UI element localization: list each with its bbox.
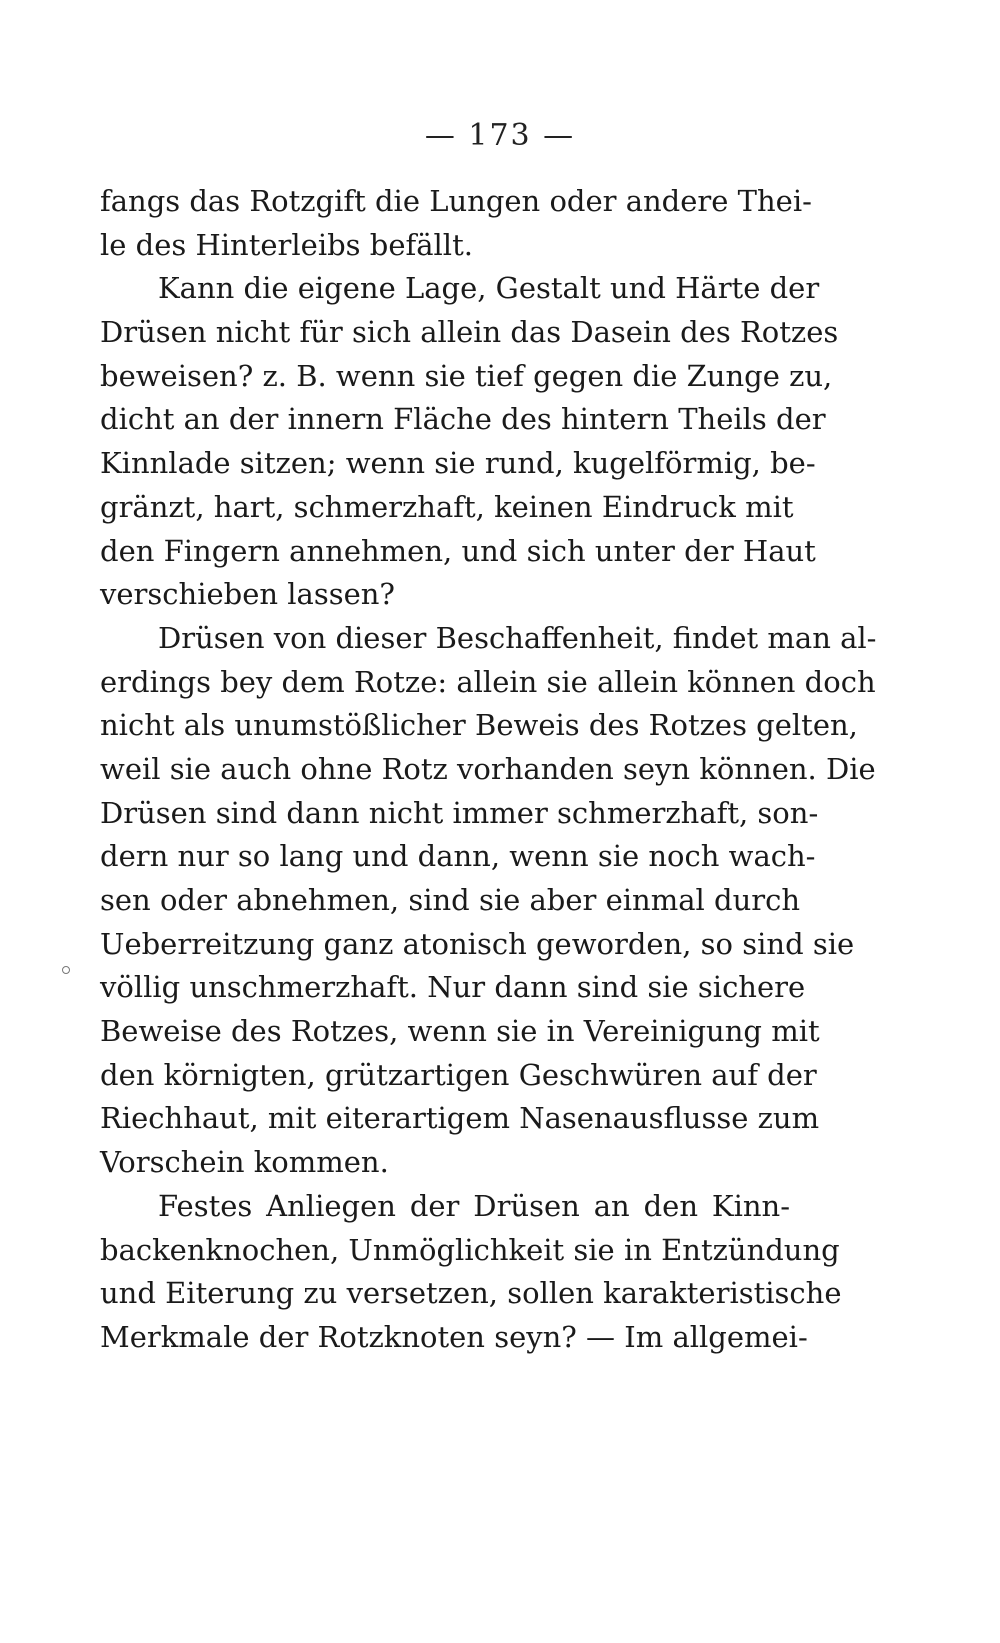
text-line: Kann die eigene Lage, Gestalt und Härte der xyxy=(158,271,820,306)
text-line: völlig unschmerzhaft. Nur dann sind sie sichere xyxy=(100,970,806,1005)
text-line: dicht an der innern Fläche des hintern Theils der xyxy=(100,402,826,437)
text-line: verschieben lassen? xyxy=(100,577,395,612)
text-line: Riechhaut, mit eiterartigem Nasenausflusse zum xyxy=(100,1101,820,1136)
text-line: Beweise des Rotzes, wenn sie in Vereinigung mit xyxy=(100,1014,820,1049)
text-line: backenknochen, Unmöglichkeit sie in Entzündung xyxy=(100,1232,840,1267)
text-line: den körnigten, grützartigen Geschwüren auf der xyxy=(100,1057,817,1092)
text-line: Drüsen sind dann nicht immer schmerzhaft, son- xyxy=(100,795,819,830)
text-line: Festes Anliegen der Drüsen an den Kinn- xyxy=(158,1188,790,1223)
margin-mark xyxy=(62,966,70,974)
text-line: erdings bey dem Rotze: allein sie allein können doch xyxy=(100,664,876,699)
text-line: fangs das Rotzgift die Lungen oder andere Thei- xyxy=(100,184,812,218)
text-line: Ueberreitzung ganz atonisch geworden, so sind sie xyxy=(100,926,855,961)
text-line: sen oder abnehmen, sind sie aber einmal durch xyxy=(100,883,801,917)
text-line: und Eiterung zu versetzen, sollen karakteristische xyxy=(100,1276,842,1311)
text-line: Drüsen von dieser Beschaffenheit, findet man al- xyxy=(158,620,877,655)
text-line: nicht als unumstößlicher Beweis des Rotzes gelten, xyxy=(100,708,858,743)
text-line: le des Hinterleibs befällt. xyxy=(100,227,473,262)
text-line: den Fingern annehmen, und sich unter der Haut xyxy=(100,533,816,568)
body-text xyxy=(100,180,877,1360)
text-line: Merkmale der Rotzknoten seyn? — Im allgemei- xyxy=(100,1319,808,1354)
text-line: gränzt, hart, schmerzhaft, keinen Eindruck mit xyxy=(100,489,794,524)
page-number-header: — 173 — xyxy=(424,118,576,153)
text-line: Kinnlade sitzen; wenn sie rund, kugelförmig, be- xyxy=(100,446,816,481)
text-line: weil sie auch ohne Rotz vorhanden seyn können. Die xyxy=(100,751,876,786)
text-line: dern nur so lang und dann, wenn sie noch wach- xyxy=(100,839,816,874)
text-line: beweisen? z. B. wenn sie tief gegen die Zunge zu, xyxy=(100,358,833,393)
text-line: Vorschein kommen. xyxy=(100,1145,389,1180)
text-line: Drüsen nicht für sich allein das Dasein des Rotzes xyxy=(100,315,839,350)
